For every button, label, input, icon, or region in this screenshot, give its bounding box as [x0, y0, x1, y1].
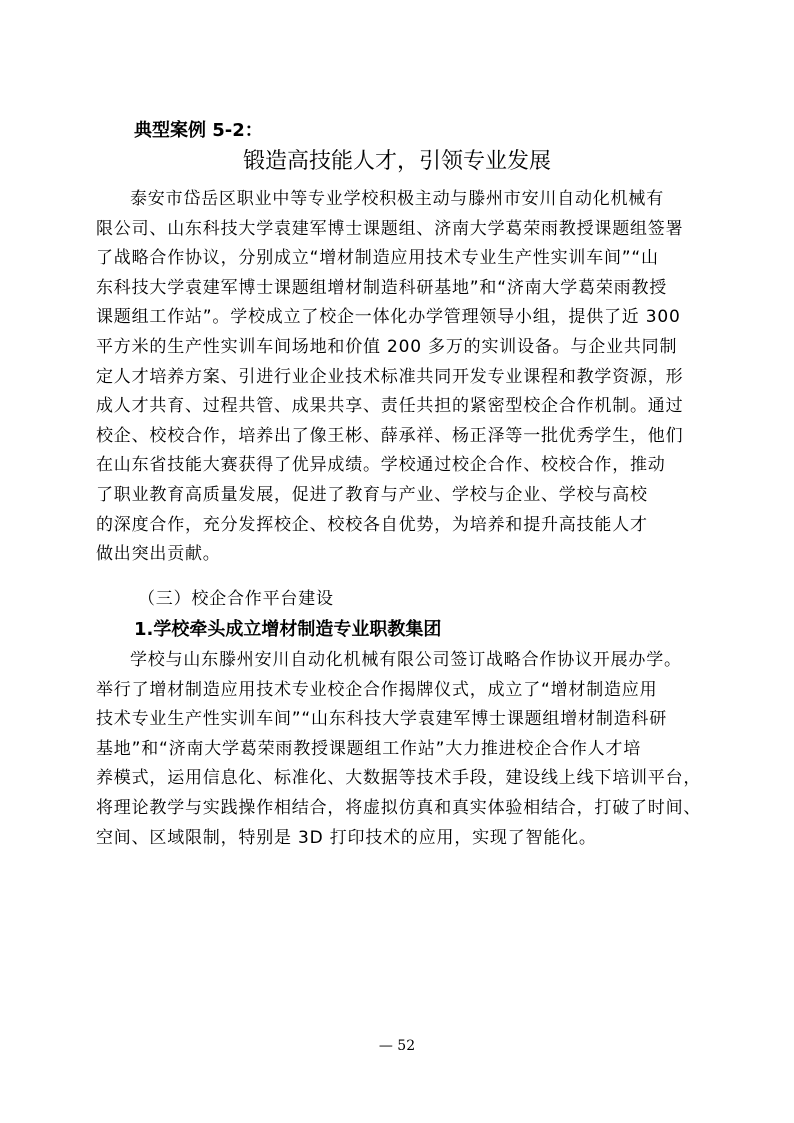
case-paragraph — [96, 185, 706, 570]
paragraph-line: 在山东省技能大赛获得了优异成绩。学校通过校企合作、校校合作，推动 — [96, 455, 666, 476]
section-paragraph — [96, 646, 706, 853]
paragraph-line: 泰安市岱岳区职业中等专业学校积极主动与滕州市安川自动化机械有 — [130, 189, 664, 209]
paragraph-line: 课题组工作站”。学校成立了校企一体化办学管理领导小组，提供了近 300 — [96, 307, 681, 328]
paragraph-line: 做出突出贡献。 — [96, 544, 221, 565]
paragraph-line: 养模式，运用信息化、标准化、大数据等技术手段，建设线上线下培训平台， — [96, 768, 702, 789]
paragraph-line: 举行了增材制造应用技术专业校企合作揭牌仪式，成立了“增材制造应用 — [96, 679, 658, 700]
paragraph-line: 校企、校校合作，培养出了像王彬、薛承祥、杨正泽等一批优秀学生，他们 — [96, 425, 684, 446]
paragraph-line: 的深度合作，充分发挥校企、校校各自优势，为培养和提升高技能人才 — [96, 514, 648, 535]
section-heading: 1.学校牵头成立增材制造专业职教集团 — [134, 619, 442, 640]
paragraph-line: 将理论教学与实践操作相结合，将虚拟仿真和真实体验相结合，打破了时间、 — [96, 797, 702, 818]
paragraph-line: 定人才培养方案、引进行业企业技术标准共同开发专业课程和教学资源，形 — [96, 366, 684, 387]
paragraph-line: 基地”和“济南大学葛荣雨教授课题组工作站”大力推进校企合作人才培 — [96, 738, 642, 759]
paragraph-line: 平方米的生产性实训车间场地和价值 200 多万的实训设备。与企业共同制 — [96, 336, 678, 357]
paragraph-line: 了职业教育高质量发展，促进了教育与产业、学校与企业、学校与高校 — [96, 484, 648, 505]
subheading: （三）校企合作平台建设 — [138, 589, 334, 609]
paragraph-line: 空间、区域限制，特别是 3D 打印技术的应用，实现了智能化。 — [96, 827, 597, 848]
paragraph-line: 限公司、山东科技大学袁建军博士课题组、济南大学葛荣雨教授课题组签署 — [96, 218, 684, 239]
case-label: 典型案例 5-2： — [134, 120, 263, 141]
page-number: — 52 — [378, 1038, 416, 1054]
paragraph-line: 成人才共育、过程共管、成果共享、责任共担的紧密型校企合作机制。通过 — [96, 396, 684, 417]
paragraph-line: 技术专业生产性实训车间”“山东科技大学袁建军博士课题组增材制造科研 — [96, 709, 668, 730]
paragraph-line: 了战略合作协议，分别成立“增材制造应用技术专业生产性实训车间”“山 — [96, 248, 659, 269]
case-title: 锻造高技能人才，引领专业发展 — [242, 149, 551, 174]
paragraph-line: 东科技大学袁建军博士课题组增材制造科研基地”和“济南大学葛荣雨教授 — [96, 277, 668, 298]
paragraph-line: 学校与山东滕州安川自动化机械有限公司签订战略合作协议开展办学。 — [130, 650, 682, 670]
